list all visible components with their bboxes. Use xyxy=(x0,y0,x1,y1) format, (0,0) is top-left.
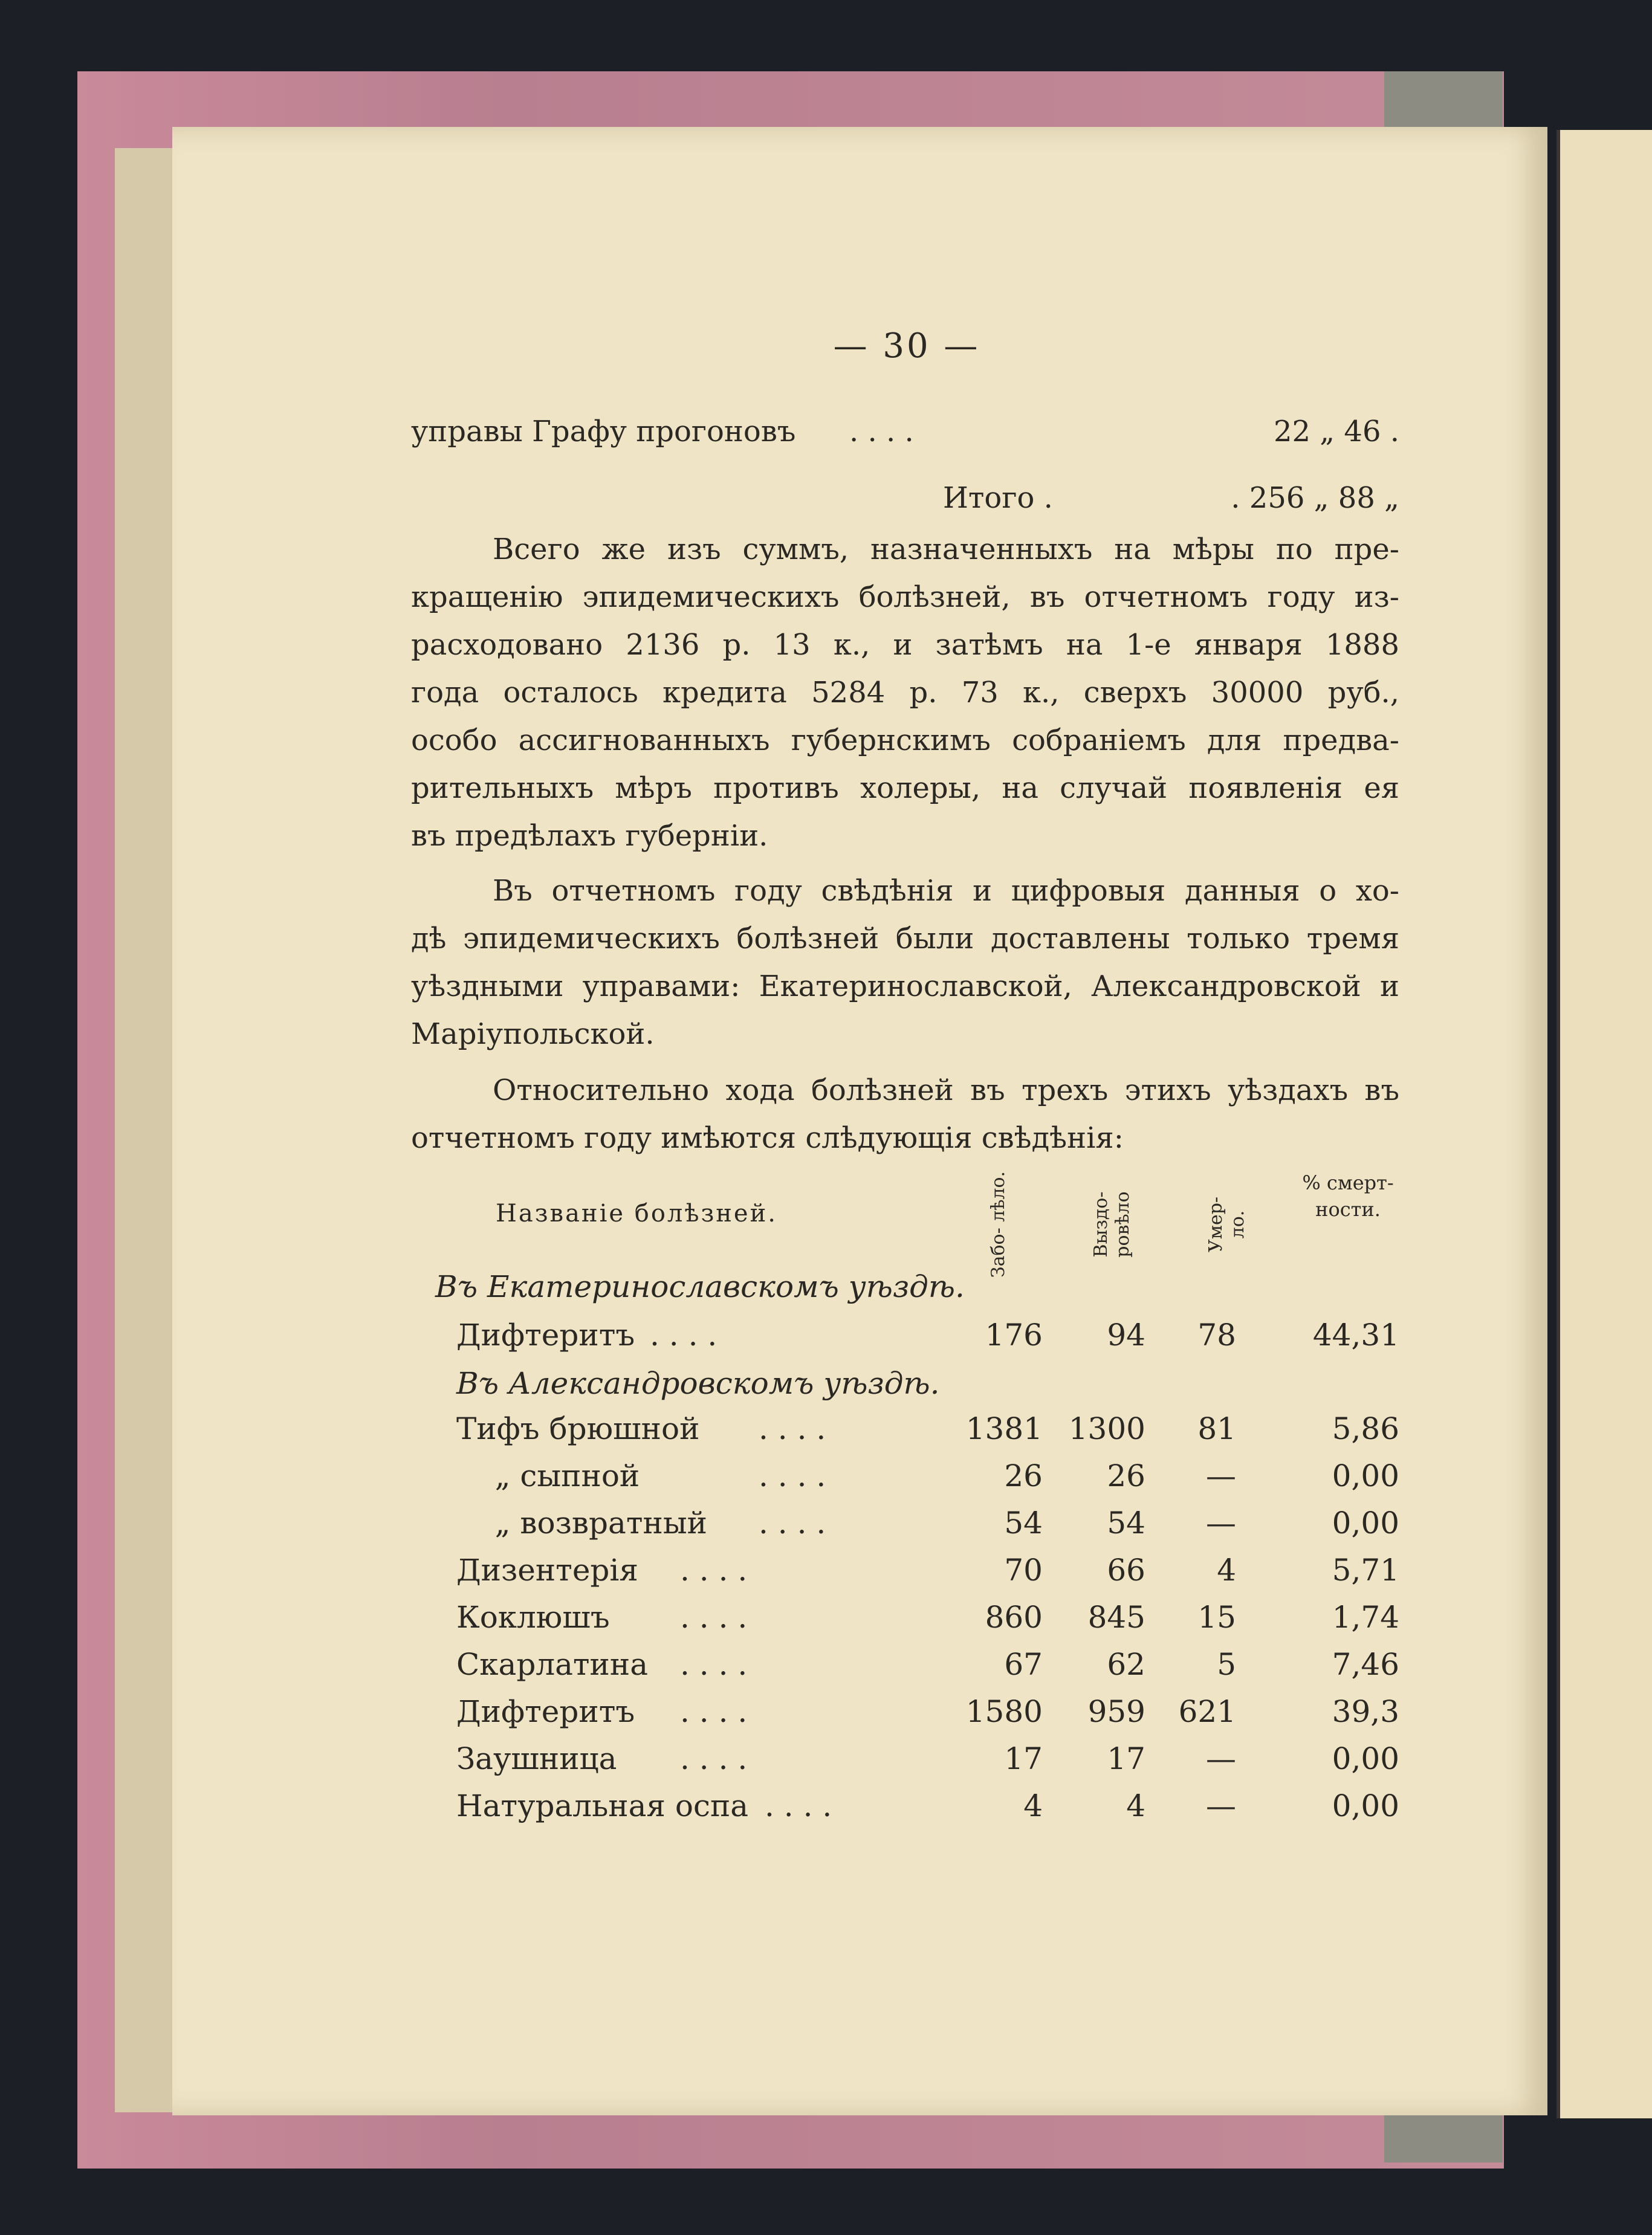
table-row xyxy=(456,1458,1399,1506)
account-line-dots: . . . . xyxy=(849,415,914,448)
header-sick: Забо- лѣло. xyxy=(988,1171,1009,1278)
header-recovered: Выздо- ровѣло xyxy=(1090,1191,1133,1258)
sick-count: 17 xyxy=(1004,1741,1043,1776)
recovered-count: 54 xyxy=(1107,1506,1145,1541)
died-count: — xyxy=(1206,1741,1236,1776)
table-row xyxy=(456,1694,1399,1741)
text-line: года осталось кредита 5284 р. 73 к., сверхъ 30000 руб., xyxy=(411,676,1399,710)
sick-count: 1381 xyxy=(965,1411,1043,1446)
died-count: 5 xyxy=(1217,1647,1236,1682)
disease-name: „ сыпной xyxy=(456,1458,640,1493)
mortality-percent: 0,00 xyxy=(1332,1788,1399,1823)
disease-name: Дифтеритъ xyxy=(456,1318,635,1353)
text-line: расходовано 2136 р. 13 к., и затѣмъ на 1-е января 1888 xyxy=(411,628,1399,662)
recovered-count: 959 xyxy=(1087,1694,1145,1729)
header-died: Умер- ло. xyxy=(1205,1196,1248,1253)
mortality-percent: 0,00 xyxy=(1332,1506,1399,1541)
died-count: — xyxy=(1206,1506,1236,1541)
header-disease-name: Названіе болѣзней. xyxy=(496,1200,777,1227)
text-line: Маріупольской. xyxy=(411,1017,655,1051)
text-line: Въ отчетномъ году свѣдѣнія и цифровыя данныя о хо- xyxy=(493,874,1399,908)
sick-count: 4 xyxy=(1023,1788,1043,1823)
facing-page-edge xyxy=(1556,130,1652,2118)
died-count: — xyxy=(1206,1788,1236,1823)
section-title: Въ Екатеринославскомъ уѣздѣ. xyxy=(435,1269,965,1304)
table-row xyxy=(456,1411,1399,1458)
disease-name: „ возвратный xyxy=(456,1506,707,1541)
total-value: . 256 „ 88 „ xyxy=(1231,481,1399,515)
recovered-count: 62 xyxy=(1107,1647,1145,1682)
recovered-count: 66 xyxy=(1107,1553,1145,1588)
leader-dots: . . . . xyxy=(680,1600,748,1635)
mortality-percent: 7,46 xyxy=(1332,1647,1399,1682)
mortality-percent: 5,71 xyxy=(1332,1553,1399,1588)
page-number: — 30 — xyxy=(833,326,980,366)
table-row xyxy=(456,1741,1399,1788)
account-line-value: 22 „ 46 . xyxy=(1273,415,1399,448)
text-line: Относительно хода болѣзней въ трехъ этихъ уѣздахъ въ xyxy=(493,1073,1399,1107)
leader-dots: . . . . xyxy=(680,1647,748,1682)
died-count: 15 xyxy=(1197,1600,1236,1635)
text-line: отчетномъ году имѣются слѣдующія свѣдѣнія: xyxy=(411,1121,1124,1155)
leader-dots: . . . . xyxy=(650,1318,717,1353)
recovered-count: 94 xyxy=(1107,1318,1145,1353)
text-line: уѣздными управами: Екатеринославской, Александровской и xyxy=(411,969,1399,1003)
died-count: 78 xyxy=(1197,1318,1236,1353)
sick-count: 1580 xyxy=(965,1694,1043,1729)
sick-count: 176 xyxy=(985,1318,1043,1353)
table-row xyxy=(456,1788,1399,1836)
mortality-percent: 44,31 xyxy=(1312,1318,1399,1353)
mortality-percent: 0,00 xyxy=(1332,1458,1399,1493)
table-row xyxy=(456,1647,1399,1694)
leader-dots: . . . . xyxy=(759,1411,826,1446)
table-row xyxy=(456,1506,1399,1553)
disease-name: Дифтеритъ xyxy=(456,1694,635,1729)
recovered-count: 4 xyxy=(1126,1788,1145,1823)
paragraph-reports xyxy=(411,867,1399,1058)
mortality-percent: 5,86 xyxy=(1332,1411,1399,1446)
died-count: — xyxy=(1206,1458,1236,1493)
leader-dots: . . . . xyxy=(680,1553,748,1588)
sick-count: 67 xyxy=(1004,1647,1043,1682)
text-line: въ предѣлахъ губерніи. xyxy=(411,819,768,853)
leader-dots: . . . . xyxy=(759,1458,826,1493)
disease-name: Скарлатина xyxy=(456,1647,649,1682)
disease-name: Заушница xyxy=(456,1741,617,1776)
died-count: 81 xyxy=(1197,1411,1236,1446)
died-count: 4 xyxy=(1217,1553,1236,1588)
disease-name: Натуральная оспа xyxy=(456,1788,749,1823)
table-row xyxy=(456,1318,1399,1365)
header-mortality: % смерт- ности. xyxy=(1302,1171,1394,1221)
text-line: дѣ эпидемическихъ болѣзней были доставлены только тремя xyxy=(411,922,1399,956)
table-row xyxy=(456,1553,1399,1600)
mortality-percent: 39,3 xyxy=(1332,1694,1399,1729)
leader-dots: . . . . xyxy=(759,1506,826,1541)
leader-dots: . . . . xyxy=(680,1741,748,1776)
sick-count: 860 xyxy=(985,1600,1043,1635)
table-row xyxy=(456,1600,1399,1647)
leader-dots: . . . . xyxy=(765,1788,832,1823)
text-line: особо ассигнованныхъ губернскимъ собраніемъ для предва- xyxy=(411,723,1399,757)
section-title: Въ Александровскомъ уѣздѣ. xyxy=(456,1366,940,1401)
recovered-count: 1300 xyxy=(1068,1411,1145,1446)
disease-name: Дизентерія xyxy=(456,1553,638,1588)
recovered-count: 845 xyxy=(1087,1600,1145,1635)
disease-name: Коклюшъ xyxy=(456,1600,610,1635)
total-label: Итого . xyxy=(943,481,1053,515)
sick-count: 54 xyxy=(1004,1506,1043,1541)
text-line: Всего же изъ суммъ, назначенныхъ на мѣры по пре- xyxy=(493,532,1399,566)
mortality-percent: 0,00 xyxy=(1332,1741,1399,1776)
text-line: рительныхъ мѣръ противъ холеры, на случай появленія ея xyxy=(411,771,1399,805)
died-count: 621 xyxy=(1178,1694,1236,1729)
text-line: кращенію эпидемическихъ болѣзней, въ отчетномъ году из- xyxy=(411,580,1399,614)
leader-dots: . . . . xyxy=(680,1694,748,1729)
account-line-label: управы Графу прогоновъ xyxy=(411,415,796,448)
sick-count: 26 xyxy=(1004,1458,1043,1493)
recovered-count: 17 xyxy=(1107,1741,1145,1776)
sick-count: 70 xyxy=(1004,1553,1043,1588)
mortality-percent: 1,74 xyxy=(1332,1600,1399,1635)
recovered-count: 26 xyxy=(1107,1458,1145,1493)
disease-name: Тифъ брюшной xyxy=(456,1411,700,1446)
paragraph-expenses xyxy=(411,526,1399,860)
paragraph-intro-table xyxy=(411,1067,1399,1162)
